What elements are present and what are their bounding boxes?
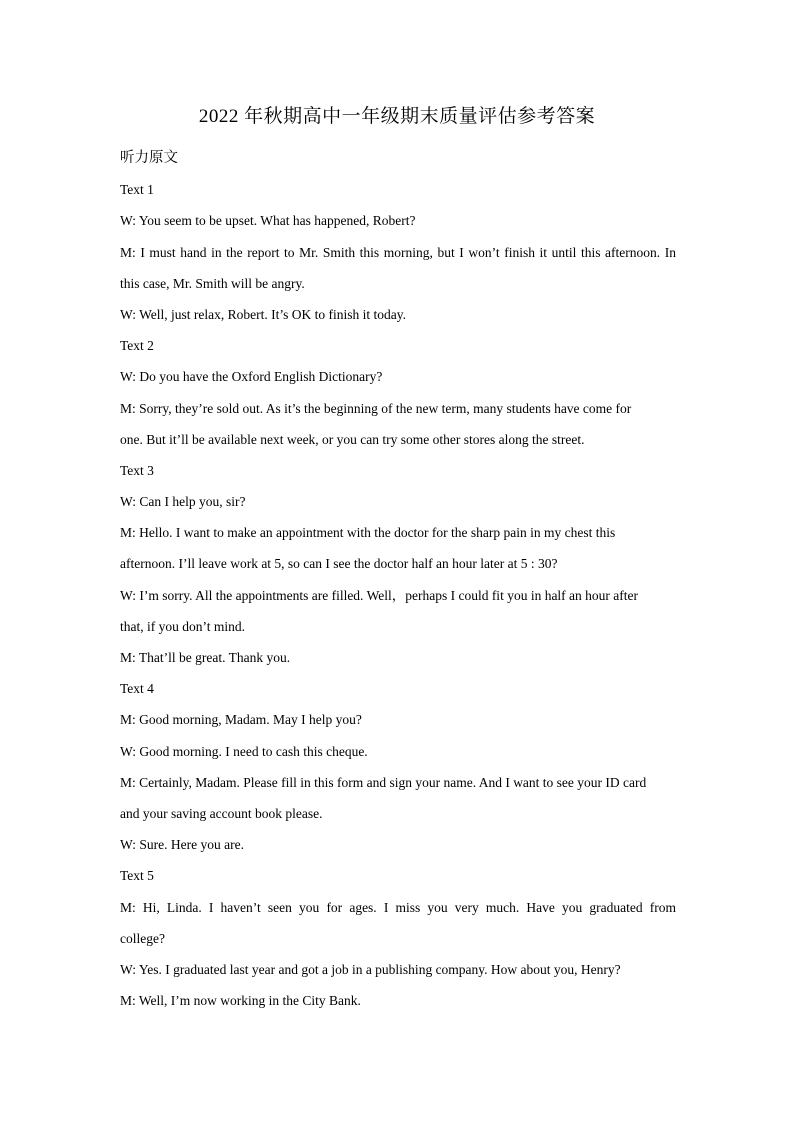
dialogue-line: M: Hello. I want to make an appointment with the doctor for the sharp pain in my chest this <box>120 525 616 541</box>
text-heading: Text 5 <box>120 868 154 884</box>
dialogue-line: this case, Mr. Smith will be angry. <box>120 275 305 291</box>
dialogue-line: W: You seem to be upset. What has happened, Robert? <box>120 213 416 229</box>
transcript-lines <box>120 174 676 1016</box>
dialogue-line: M: Good morning, Madam. May I help you? <box>120 712 362 728</box>
dialogue-line: college? <box>120 930 165 946</box>
section-heading: 听力原文 <box>120 150 178 166</box>
dialogue-line: M: That’ll be great. Thank you. <box>120 650 291 665</box>
dialogue-line: that, if you don’t mind. <box>120 618 245 634</box>
dialogue-line: one. But it’ll be available next week, or you can try some other stores along the street. <box>120 431 585 447</box>
dialogue-line: and your saving account book please. <box>120 805 323 821</box>
text-heading: Text 2 <box>120 338 154 354</box>
text-heading: Text 4 <box>120 681 154 697</box>
dialogue-line: W: Good morning. I need to cash this cheque. <box>120 743 368 759</box>
transcript-body <box>120 143 676 1016</box>
text-heading: Text 1 <box>120 182 154 198</box>
dialogue-line: M: Sorry, they’re sold out. As it’s the beginning of the new term, many students have come for <box>120 400 632 416</box>
dialogue-line: W: Sure. Here you are. <box>120 837 244 853</box>
dialogue-line: M: Certainly, Madam. Please fill in this form and sign your name. And I want to see your ID card <box>120 774 647 790</box>
dialogue-line: M: Well, I’m now working in the City Bank. <box>120 993 361 1009</box>
page-title: 2022 年秋期高中一年级期末质量评估参考答案 <box>198 106 596 127</box>
text-heading: Text 3 <box>120 462 154 478</box>
dialogue-line: W: Do you have the Oxford English Dictionary? <box>120 369 383 385</box>
dialogue-line: W: Well, just relax, Robert. It’s OK to finish it today. <box>120 306 406 322</box>
dialogue-line: W: I’m sorry. All the appointments are filled. Well，perhaps I could fit you in half an hour after <box>120 587 639 603</box>
dialogue-line: M: I must hand in the report to Mr. Smith this morning, but I won’t finish it until this afternoon. In <box>120 244 676 260</box>
dialogue-line: afternoon. I’ll leave work at 5, so can I see the doctor half an hour later at 5 : 30? <box>120 556 558 572</box>
dialogue-line: W: Can I help you, sir? <box>120 494 246 510</box>
dialogue-line: W: Yes. I graduated last year and got a job in a publishing company. How about you, Henry? <box>120 961 621 977</box>
dialogue-line: M: Hi, Linda. I haven’t seen you for ages. I miss you very much. Have you graduated from <box>120 899 676 915</box>
